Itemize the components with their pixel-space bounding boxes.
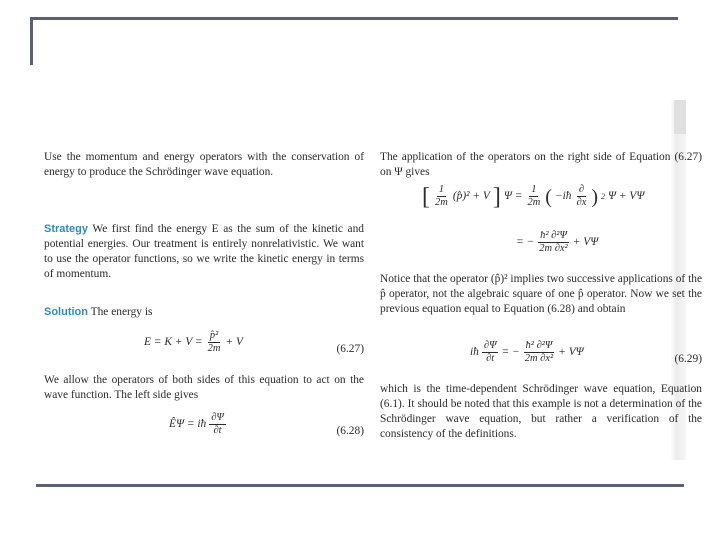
open-bracket: [ (422, 183, 430, 210)
close-bracket: ] (492, 183, 501, 210)
eq629-f1-num: ∂Ψ (483, 340, 497, 351)
eq627-lhs: E = K + V = (144, 336, 203, 348)
eqA-f3-num: ∂ (578, 184, 585, 195)
eqB-den: 2m ∂x² (539, 243, 568, 254)
eq629-fraction-1 (482, 340, 499, 365)
scanned-page-mark (674, 100, 686, 134)
open-paren: ( (545, 185, 552, 208)
eqA-fraction-3 (575, 184, 589, 209)
frame-left-rule (30, 17, 33, 65)
close-paren: ) (591, 185, 599, 208)
eq629-number: (6.29) (674, 353, 702, 365)
eq629-fraction-2 (523, 340, 555, 365)
eq628-fraction (209, 412, 226, 437)
eq627-tail: + V (225, 336, 243, 348)
eq629-lhs: iħ (470, 346, 479, 358)
strategy-paragraph (44, 222, 364, 282)
eqA-fraction-2 (525, 184, 542, 209)
equation-operator-result (380, 230, 702, 270)
eqA-f3-den: ∂x (576, 197, 587, 208)
eqB-fraction (537, 230, 569, 255)
example-intro: Use the momentum and energy operators with the conservation of energy to produce the Schrödinger wave equation. (44, 151, 364, 178)
eq629-f2-num: ħ² ∂²Ψ (525, 340, 553, 351)
eqA-mid: (p̂)² + V (452, 190, 490, 202)
strategy-text: We first find the energy E as the sum of the kinetic and potential energies. Our treatment is entirely nonrelativistic. We want to use the operator functions, so we write the kinetic energy in terms of momentum. (44, 223, 364, 280)
eqA-f2-den: 2m (527, 197, 541, 208)
conclusion-paragraph: which is the time-dependent Schrödinger wave equation, Equation (6.1). It should be noted that this example is not a determination of the Schrödinger wave equation, but rather a verification of the consistency of the definitions. (380, 383, 702, 440)
solution-paragraph (44, 305, 364, 320)
notice-paragraph: Notice that the operator (p̂)² implies two successive applications of the p̂ operator, not the algebraic square of one p̂ operator. Now we set the previous equation equal to Equation (6.28) and obtain (380, 273, 702, 315)
eqA-f2-num: 1 (531, 184, 537, 195)
operators-paragraph: We allow the operators of both sides of this equation to act on the wave function. The left side gives (44, 374, 364, 401)
eqA-f1-num: 1 (438, 184, 445, 195)
eqA-f1-den: 2m (435, 197, 448, 208)
eqB-eq: = − (516, 236, 535, 248)
right-intro: The application of the operators on the right side of Equation (6.27) on Ψ gives (380, 151, 702, 178)
frame-bottom-rule (36, 484, 684, 487)
eqB-tail: + VΨ (572, 236, 599, 248)
solution-text: The energy is (90, 306, 153, 318)
solution-heading: Solution (44, 306, 88, 318)
eq627-denominator: 2m (207, 343, 221, 354)
eq627-number: (6.27) (336, 343, 364, 355)
eq629-f2-den: 2m ∂x² (524, 353, 554, 364)
eqA-inner: −iħ (554, 190, 572, 202)
eq629-eq: = − (501, 346, 520, 358)
eq628-numerator: ∂Ψ (211, 412, 224, 423)
eq628-denominator: ∂t (213, 425, 222, 436)
eq627-fraction (206, 330, 223, 355)
eqA-tail: Ψ + VΨ (608, 190, 645, 202)
equation-6-28 (44, 412, 364, 452)
textbook-excerpt (44, 150, 704, 470)
eq629-tail: + VΨ (558, 346, 584, 358)
eq628-lhs: ÊΨ = iħ (169, 418, 207, 430)
strategy-heading: Strategy (44, 223, 89, 235)
eqA-psi: Ψ = (503, 190, 523, 202)
equation-6-27 (44, 330, 364, 370)
eqA-fraction-1 (433, 184, 450, 209)
eq629-f1-den: ∂t (486, 353, 495, 364)
eq628-number: (6.28) (336, 425, 364, 437)
frame-top-rule (30, 17, 678, 20)
eq627-numerator: p̂² (209, 330, 219, 341)
eqB-num: ħ² ∂²Ψ (540, 230, 567, 241)
equation-operator-expansion (380, 184, 702, 228)
equation-6-29 (380, 340, 702, 380)
square-exponent: 2 (601, 192, 606, 201)
